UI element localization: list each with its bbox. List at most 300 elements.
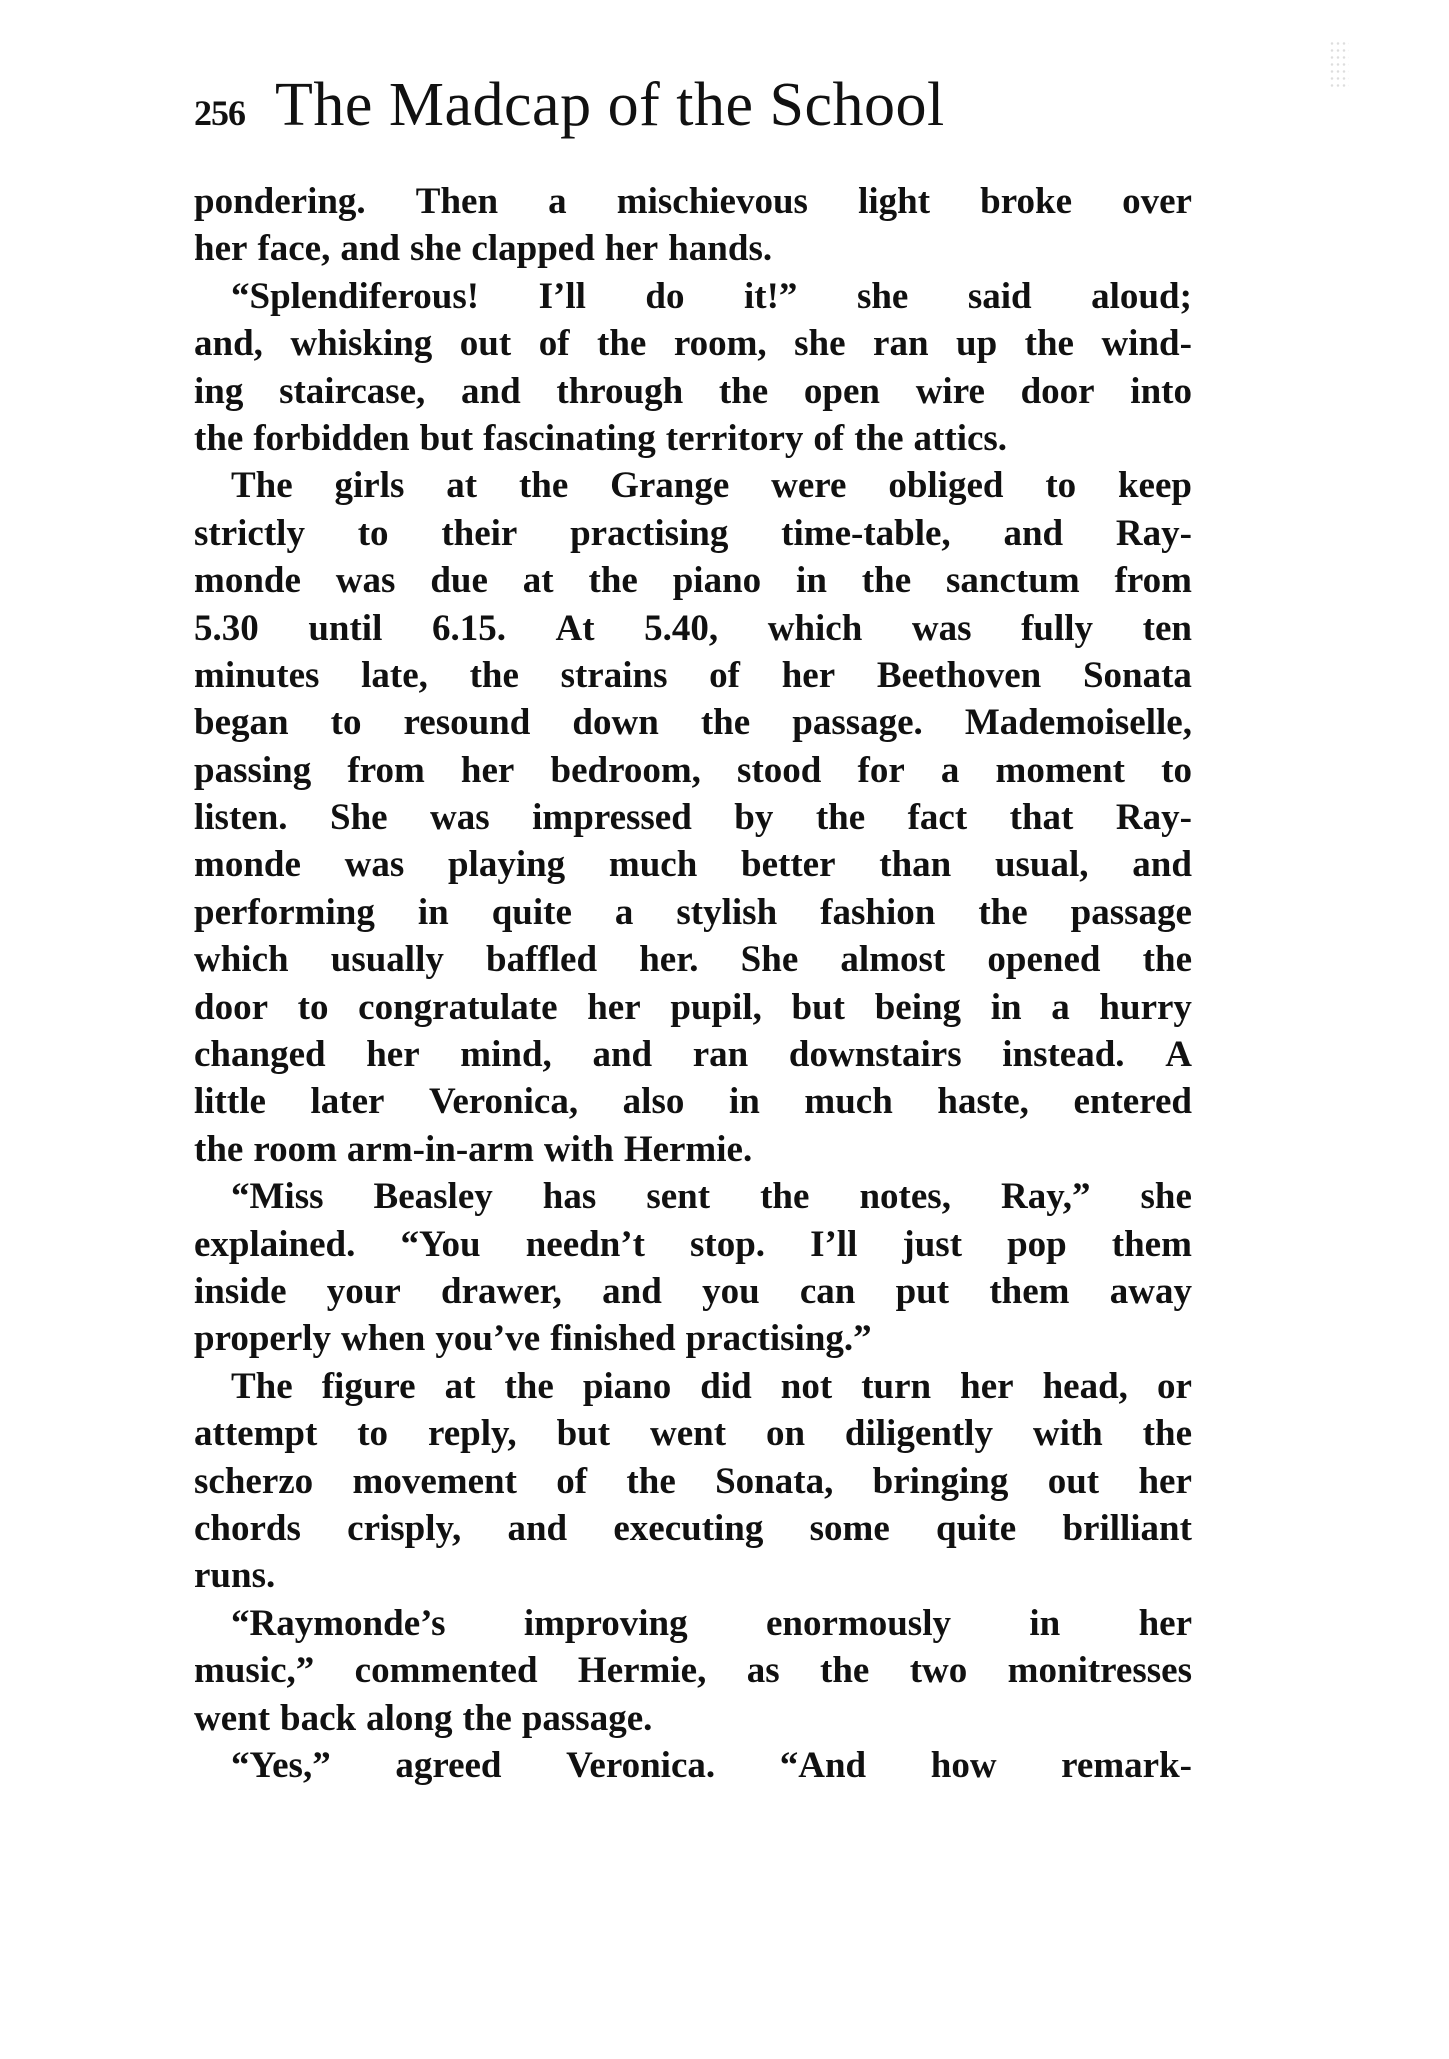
text-line bbox=[194, 368, 1192, 415]
word: passage. bbox=[521, 1697, 653, 1739]
word: along bbox=[366, 1697, 453, 1739]
text-line bbox=[194, 415, 1192, 462]
word: Grange bbox=[610, 465, 730, 507]
word: performing bbox=[194, 891, 375, 933]
word: fascinating bbox=[483, 417, 656, 459]
word: “Raymonde’s bbox=[231, 1602, 446, 1644]
word: and bbox=[461, 370, 521, 412]
word: passage bbox=[1070, 891, 1192, 933]
word: two bbox=[909, 1650, 968, 1692]
word: monde bbox=[194, 560, 301, 602]
word: but bbox=[419, 417, 474, 459]
word: and, bbox=[194, 323, 263, 365]
text-line bbox=[194, 889, 1192, 936]
word: door bbox=[1020, 370, 1095, 412]
word: practising.” bbox=[685, 1318, 872, 1360]
word: attempt bbox=[194, 1413, 318, 1455]
word: attics. bbox=[913, 417, 1008, 459]
running-title: The Madcap of the School bbox=[275, 71, 945, 139]
word: little bbox=[194, 1081, 266, 1123]
word: into bbox=[1130, 370, 1192, 412]
word: went bbox=[194, 1697, 271, 1739]
word: explained. bbox=[194, 1223, 356, 1265]
scan-speckle bbox=[1329, 40, 1349, 90]
word: the bbox=[1024, 323, 1074, 365]
text-line bbox=[194, 936, 1192, 983]
word: enormously bbox=[765, 1602, 951, 1644]
word: reply, bbox=[427, 1413, 517, 1455]
word: and bbox=[340, 228, 401, 270]
word: them bbox=[989, 1270, 1070, 1312]
word: stylish bbox=[676, 891, 778, 933]
word: “You bbox=[400, 1223, 481, 1265]
word: sent bbox=[646, 1176, 711, 1218]
word: them bbox=[1111, 1223, 1192, 1265]
text-line bbox=[194, 320, 1192, 367]
text-line bbox=[194, 178, 1192, 225]
word: chords bbox=[194, 1507, 301, 1549]
word: open bbox=[803, 370, 880, 412]
word: face, bbox=[257, 228, 331, 270]
text-line bbox=[194, 841, 1192, 888]
word: as bbox=[746, 1650, 780, 1692]
word: Ray- bbox=[1115, 797, 1192, 839]
word: room, bbox=[673, 323, 767, 365]
word: girls bbox=[334, 465, 405, 507]
word: much bbox=[804, 1081, 893, 1123]
word: that bbox=[1009, 797, 1074, 839]
word: the bbox=[194, 1128, 244, 1170]
word: to bbox=[1045, 465, 1077, 507]
word: her bbox=[781, 654, 836, 696]
word: and bbox=[1132, 844, 1192, 886]
word: due bbox=[430, 560, 488, 602]
word: brilliant bbox=[1062, 1507, 1192, 1549]
word: late, bbox=[361, 654, 428, 696]
word: the bbox=[700, 702, 751, 744]
word: stood bbox=[737, 749, 822, 791]
word: her bbox=[1138, 1602, 1192, 1644]
word: impressed bbox=[532, 797, 692, 839]
text-line bbox=[194, 984, 1192, 1031]
word: she bbox=[410, 228, 462, 270]
word: piano bbox=[582, 1365, 672, 1407]
word: the bbox=[718, 370, 769, 412]
word: at bbox=[444, 1365, 476, 1407]
text-line bbox=[194, 273, 1192, 320]
word: from bbox=[347, 749, 425, 791]
word: which bbox=[194, 939, 289, 981]
text-line bbox=[194, 1268, 1192, 1315]
word: to bbox=[357, 1413, 389, 1455]
word: moment bbox=[995, 749, 1125, 791]
word: resound bbox=[403, 702, 531, 744]
word: fact bbox=[907, 797, 968, 839]
word: was bbox=[335, 560, 396, 602]
word: a bbox=[1051, 986, 1070, 1028]
word: a bbox=[614, 891, 634, 933]
word: did bbox=[700, 1365, 752, 1407]
word: territory bbox=[665, 417, 804, 459]
word: She bbox=[330, 797, 388, 839]
word: the bbox=[469, 654, 519, 696]
word: pupil, bbox=[670, 986, 762, 1028]
word: remark- bbox=[1061, 1744, 1192, 1786]
word: turn bbox=[861, 1365, 932, 1407]
word: she bbox=[856, 275, 909, 317]
word: finished bbox=[550, 1318, 676, 1360]
word: Veronica, bbox=[429, 1081, 579, 1123]
word: to bbox=[357, 512, 389, 554]
word: of bbox=[538, 323, 570, 365]
word: the bbox=[597, 323, 647, 365]
word: strains bbox=[560, 654, 668, 696]
text-line bbox=[194, 1410, 1192, 1457]
word: pop bbox=[1007, 1223, 1067, 1265]
word: do bbox=[645, 275, 685, 317]
word: usually bbox=[330, 939, 444, 981]
word: music,” bbox=[194, 1650, 315, 1692]
word: not bbox=[780, 1365, 833, 1407]
word: ran bbox=[692, 1034, 749, 1076]
word: needn’t bbox=[525, 1223, 645, 1265]
word: staircase, bbox=[279, 370, 426, 412]
text-line bbox=[194, 1315, 1192, 1362]
word: agreed bbox=[395, 1744, 502, 1786]
word: haste, bbox=[937, 1081, 1029, 1123]
text-line bbox=[194, 1458, 1192, 1505]
word: and bbox=[507, 1507, 568, 1549]
word: the bbox=[588, 560, 638, 602]
word: changed bbox=[194, 1034, 326, 1076]
word: aloud; bbox=[1091, 275, 1192, 317]
word: instead. bbox=[1002, 1034, 1125, 1076]
word: began bbox=[194, 702, 289, 744]
text-line bbox=[194, 1505, 1192, 1552]
text-line bbox=[194, 1363, 1192, 1410]
word: piano bbox=[672, 560, 762, 602]
text-line bbox=[194, 557, 1192, 604]
word: ing bbox=[194, 370, 244, 412]
word: how bbox=[930, 1744, 997, 1786]
word: Beasley bbox=[373, 1176, 493, 1218]
word: down bbox=[572, 702, 659, 744]
text-line bbox=[194, 794, 1192, 841]
word: wire bbox=[915, 370, 985, 412]
text-line bbox=[194, 605, 1192, 652]
word: Ray- bbox=[1115, 512, 1192, 554]
word: Mademoiselle, bbox=[964, 702, 1192, 744]
word: the bbox=[194, 417, 244, 459]
word: or bbox=[1156, 1365, 1192, 1407]
word: mischievous bbox=[616, 181, 808, 222]
word: went bbox=[649, 1413, 727, 1455]
word: The bbox=[231, 465, 293, 507]
word: whisking bbox=[290, 323, 433, 365]
word: a bbox=[940, 749, 960, 791]
word: obliged bbox=[888, 465, 1004, 507]
word: At bbox=[555, 607, 595, 649]
text-line bbox=[194, 510, 1192, 557]
text-line bbox=[194, 1173, 1192, 1220]
word: Beethoven bbox=[876, 654, 1042, 696]
word: the bbox=[978, 891, 1028, 933]
text-line bbox=[194, 1126, 1192, 1173]
word: 5.30 bbox=[194, 607, 259, 649]
word: back bbox=[280, 1697, 357, 1739]
text-line bbox=[194, 462, 1192, 509]
word: stop. bbox=[689, 1223, 766, 1265]
word: she bbox=[794, 323, 846, 365]
word: opened bbox=[987, 939, 1101, 981]
word: her bbox=[960, 1365, 1014, 1407]
word: of bbox=[813, 417, 845, 459]
text-line bbox=[194, 747, 1192, 794]
word: Ray,” bbox=[1001, 1176, 1091, 1218]
word: scherzo bbox=[194, 1460, 314, 1502]
word: The bbox=[231, 1365, 293, 1407]
word: keep bbox=[1117, 465, 1192, 507]
word: I’ll bbox=[810, 1223, 858, 1265]
word: put bbox=[895, 1270, 950, 1312]
text-line bbox=[194, 652, 1192, 699]
word: out bbox=[1047, 1460, 1100, 1502]
word: also bbox=[622, 1081, 685, 1123]
word: fully bbox=[1021, 607, 1094, 649]
word: her bbox=[587, 986, 641, 1028]
word: some bbox=[809, 1507, 890, 1549]
word: and bbox=[1003, 512, 1064, 554]
word: just bbox=[902, 1223, 963, 1265]
word: out bbox=[459, 323, 512, 365]
word: much bbox=[608, 844, 698, 886]
word: strictly bbox=[194, 512, 305, 554]
word: can bbox=[799, 1270, 856, 1312]
text-line bbox=[194, 1552, 1192, 1599]
text-line bbox=[194, 1647, 1192, 1694]
word: to bbox=[330, 702, 362, 744]
word: for bbox=[857, 749, 905, 791]
word: up bbox=[956, 323, 998, 365]
word: your bbox=[326, 1270, 401, 1312]
word: until bbox=[308, 607, 383, 649]
word: Hermie. bbox=[623, 1128, 753, 1170]
word: the bbox=[861, 560, 912, 602]
word: was bbox=[344, 844, 405, 886]
word: with bbox=[543, 1128, 614, 1170]
word: She bbox=[740, 939, 799, 981]
word: from bbox=[1114, 560, 1192, 602]
word: baffled bbox=[486, 939, 598, 981]
text-line bbox=[194, 1600, 1192, 1647]
word: usual, bbox=[994, 844, 1089, 886]
word: listen. bbox=[194, 797, 288, 839]
word: mind, bbox=[460, 1034, 552, 1076]
word: Sonata, bbox=[715, 1460, 834, 1502]
word: almost bbox=[840, 939, 946, 981]
word: entered bbox=[1073, 1081, 1192, 1123]
word: improving bbox=[523, 1602, 688, 1644]
word: the bbox=[820, 1650, 870, 1692]
word: “Miss bbox=[231, 1176, 324, 1218]
word: hurry bbox=[1099, 986, 1192, 1028]
word: monitresses bbox=[1007, 1650, 1192, 1692]
word: forbidden bbox=[253, 417, 410, 459]
word: to bbox=[297, 986, 329, 1028]
text-line bbox=[194, 1031, 1192, 1078]
word: monde bbox=[194, 844, 301, 886]
word: Sonata bbox=[1082, 654, 1192, 696]
word: to bbox=[1161, 749, 1192, 791]
word: in bbox=[728, 1081, 760, 1123]
word: minutes bbox=[194, 654, 320, 696]
word: the bbox=[462, 1697, 512, 1739]
word: light bbox=[858, 181, 931, 222]
text-line bbox=[194, 1078, 1192, 1125]
word: drawer, bbox=[441, 1270, 562, 1312]
word: Then bbox=[415, 181, 499, 222]
word: of bbox=[709, 654, 740, 696]
page-number: 256 bbox=[194, 93, 245, 133]
word: notes, bbox=[859, 1176, 951, 1218]
word: A bbox=[1165, 1034, 1192, 1076]
word: diligently bbox=[844, 1413, 993, 1455]
word: quite bbox=[491, 891, 572, 933]
word: the bbox=[854, 417, 904, 459]
word: being bbox=[874, 986, 962, 1028]
word: said bbox=[967, 275, 1032, 317]
word: runs. bbox=[194, 1555, 276, 1597]
word: in bbox=[1029, 1602, 1061, 1644]
word: her bbox=[194, 228, 248, 270]
word: movement bbox=[352, 1460, 517, 1502]
word: ten bbox=[1142, 607, 1192, 649]
word: which bbox=[767, 607, 863, 649]
word: her bbox=[460, 749, 515, 791]
word: the bbox=[1142, 939, 1192, 981]
word: through bbox=[556, 370, 684, 412]
word: by bbox=[734, 797, 774, 839]
word: Hermie, bbox=[577, 1650, 707, 1692]
word: practising bbox=[570, 512, 729, 554]
word: inside bbox=[194, 1270, 287, 1312]
word: the bbox=[760, 1176, 810, 1218]
word: crisply, bbox=[347, 1507, 462, 1549]
word: passage. bbox=[792, 702, 923, 744]
word: executing bbox=[613, 1507, 764, 1549]
word: in bbox=[417, 891, 449, 933]
word: in bbox=[796, 560, 827, 602]
running-header bbox=[194, 70, 945, 141]
word: with bbox=[1032, 1413, 1103, 1455]
word: 5.40, bbox=[644, 607, 719, 649]
word: over bbox=[1122, 181, 1192, 222]
word: I’ll bbox=[538, 275, 586, 317]
word: quite bbox=[936, 1507, 1017, 1549]
word: room bbox=[253, 1128, 337, 1170]
word: “Yes,” bbox=[231, 1744, 331, 1786]
word: “Splendiferous! bbox=[231, 275, 480, 317]
word: the bbox=[504, 1365, 554, 1407]
word: door bbox=[194, 986, 268, 1028]
word: away bbox=[1109, 1270, 1192, 1312]
word: a bbox=[548, 181, 567, 222]
word: time-table, bbox=[781, 512, 951, 554]
word: was bbox=[430, 797, 490, 839]
word: clapped bbox=[471, 228, 595, 270]
word: the bbox=[815, 797, 866, 839]
word: congratulate bbox=[358, 986, 558, 1028]
text-line bbox=[194, 699, 1192, 746]
word: sanctum bbox=[946, 560, 1080, 602]
word: at bbox=[446, 465, 478, 507]
word: downstairs bbox=[788, 1034, 962, 1076]
word: than bbox=[879, 844, 952, 886]
word: Veronica. bbox=[566, 1744, 716, 1786]
word: “And bbox=[779, 1744, 867, 1786]
word: head, bbox=[1042, 1365, 1128, 1407]
word: the bbox=[1142, 1413, 1192, 1455]
word: when bbox=[341, 1318, 426, 1360]
word: the bbox=[518, 465, 569, 507]
word: bringing bbox=[872, 1460, 1009, 1502]
word: ran bbox=[873, 323, 929, 365]
word: properly bbox=[194, 1318, 332, 1360]
text-line bbox=[194, 1742, 1192, 1789]
word: it!” bbox=[744, 275, 798, 317]
word: you’ve bbox=[435, 1318, 541, 1360]
word: playing bbox=[447, 844, 566, 886]
word: has bbox=[542, 1176, 597, 1218]
word: her. bbox=[639, 939, 699, 981]
word: but bbox=[791, 986, 846, 1028]
word: on bbox=[765, 1413, 806, 1455]
word: her bbox=[604, 228, 659, 270]
text-line bbox=[194, 1221, 1192, 1268]
word: pondering. bbox=[194, 181, 366, 222]
word: and bbox=[592, 1034, 653, 1076]
word: you bbox=[702, 1270, 760, 1312]
text-line bbox=[194, 225, 1192, 272]
word: her bbox=[366, 1034, 420, 1076]
word: of bbox=[556, 1460, 588, 1502]
word: in bbox=[990, 986, 1022, 1028]
word: wind- bbox=[1101, 323, 1192, 365]
word: 6.15. bbox=[431, 607, 506, 649]
word: the bbox=[626, 1460, 676, 1502]
word: hands. bbox=[668, 228, 773, 270]
word: her bbox=[1138, 1460, 1192, 1502]
word: and bbox=[602, 1270, 662, 1312]
word: better bbox=[741, 844, 836, 886]
word: later bbox=[310, 1081, 385, 1123]
word: fashion bbox=[820, 891, 936, 933]
word: were bbox=[771, 465, 847, 507]
word: she bbox=[1140, 1176, 1192, 1218]
word: but bbox=[556, 1413, 611, 1455]
word: broke bbox=[980, 181, 1072, 222]
word: passing bbox=[194, 749, 312, 791]
word: their bbox=[441, 512, 518, 554]
text-line bbox=[194, 1695, 1192, 1742]
word: bedroom, bbox=[550, 749, 701, 791]
word: figure bbox=[321, 1365, 416, 1407]
word: at bbox=[522, 560, 554, 602]
body-text bbox=[194, 178, 1192, 1789]
word: was bbox=[911, 607, 972, 649]
word: commented bbox=[354, 1650, 538, 1692]
word: arm-in-arm bbox=[346, 1128, 534, 1170]
